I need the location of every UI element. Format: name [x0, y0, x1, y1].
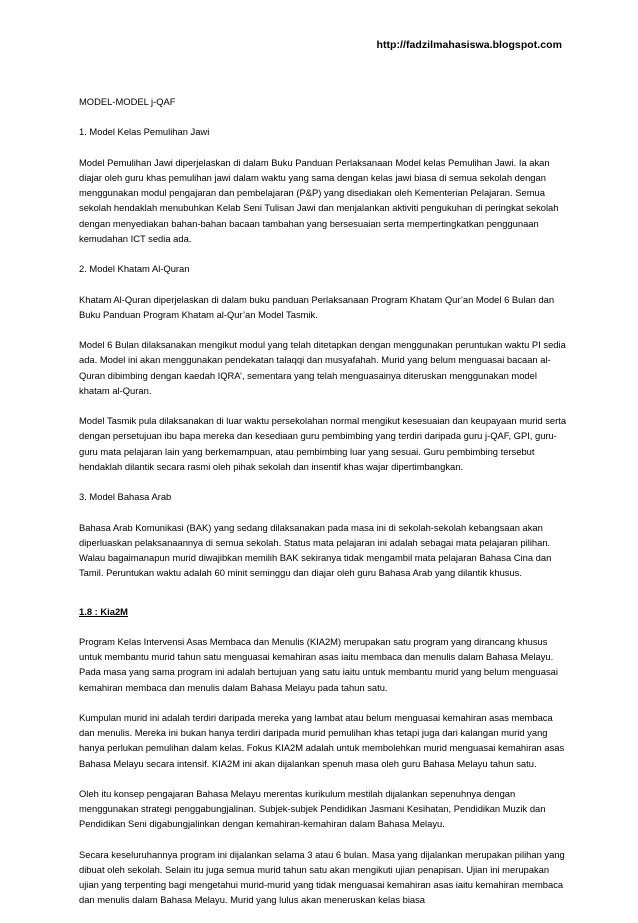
section-spacer	[79, 596, 567, 604]
section-heading-khatam-al-quran: 2. Model Khatam Al-Quran	[79, 263, 190, 275]
paragraph: Program Kelas Intervensi Asas Membaca dan Menulis (KIA2M) merupakan satu program yang dirancang khusus untuk membantu murid tahun satu menguasai kemahiran asas iaitu membaca dan menulis dalam Bahasa Melayu. Pada masa yang sama program ini adalah bertujuan yang satu iaitu untuk membantu murid yang belum menguasai kemahiran membaca dan menulis dalam Bahasa Melayu pada tahun satu.	[79, 635, 558, 693]
paragraph: Bahasa Arab Komunikasi (BAK) yang sedang dilaksanakan pada masa ini di sekolah-sekolah kebangsaan akan diperluaskan pelaksanaannya di semua sekolah. Status mata pelajaran ini adalah sebagai mata pelajaran pilihan. Walau bagaimanapun murid diwajibkan memilih BAK sekiranya tidak mengambil mata pelajaran Bahasa Cina dan Tamil. Peruntukan waktu adalah 60 minit seminggu dan diajar oleh guru Bahasa Arab yang dilantik khusus.	[79, 521, 552, 579]
document-title: MODEL-MODEL j-QAF	[79, 96, 176, 107]
paragraph: Oleh itu konsep pengajaran Bahasa Melayu merentas kurikulum mestilah dijalankan sepenuhnya dengan menggunakan strategi penggabungjalinan. Subjek-subjek Pendidikan Jasmani Kesihatan, Pendidikan Muzik dan Pendidikan Seni digabungjalinkan dengan kemahiran-kemahiran dalam Bahasa Melayu.	[79, 787, 546, 830]
paragraph: Model Pemulihan Jawi diperjelaskan di dalam Buku Panduan Perlaksanaan Model kelas Pemulihan Jawi. Ia akan diajar oleh guru khas pemulihan jawi dalam waktu yang sama dengan kelas jawi biasa di semua sekolah dengan menggunakan modul pengajaran dan pembelajaran (P&P) yang disediakan oleh Kementerian Pelajaran. Semua sekolah hendaklah menubuhkan Kelab Seni Tulisan Jawi dan menjalankan aktiviti pengukuhan di peringkat sekolah dengan menyediakan bahan-bahan bacaan tambahan yang bersesuaian serta mempertingkatkan penggunaan kemudahan ICT sedia ada.	[79, 156, 559, 244]
section-heading-kia2m: 1.8 : Kia2M	[79, 605, 128, 617]
paragraph: Kumpulan murid ini adalah terdiri daripada mereka yang lambat atau belum menguasai kemahiran asas membaca dan menulis. Mereka ini bukan hanya terdiri daripada murid pemulihan khas tetapi juga dari kalangan murid yang hanya perlukan pemulihan dalam kelas. Fokus KIA2M adalah untuk membolehkan murid menguasai kemahiran asas Bahasa Melayu secara intensif. KIA2M ini akan dijalankan spenuh masa oleh guru Bahasa Melayu tahun satu.	[79, 711, 565, 769]
header-url[interactable]: http://fadzilmahasiswa.blogspot.com	[376, 39, 562, 51]
section-heading-pemulihan-jawi: 1. Model Kelas Pemulihan Jawi	[79, 126, 210, 138]
paragraph: Model Tasmik pula dilaksanakan di luar waktu persekolahan normal mengikut kesesuaian dan keupayaan murid serta dengan persetujuan ibu bapa mereka dan kesediaan guru pembimbing yang terdiri daripada guru j-QAF, GPI, guru-guru mata pelajaran lain yang berkemampuan, atau pembimbing luar yang sesuai. Guru pembimbing tersebut hendaklah dilantik secara rasmi oleh pihak sekolah dan insentif khas wajar dipertimbangkan.	[79, 415, 567, 472]
paragraph: Khatam Al-Quran diperjelaskan di dalam buku panduan Perlaksanaan Program Khatam Qur’an Model 6 Bulan dan Buku Panduan Program Khatam al-Qur’an Model Tasmik.	[79, 293, 555, 320]
document-body	[79, 94, 567, 923]
paragraph: Model 6 Bulan dilaksanakan mengikut modul yang telah ditetapkan dengan menggunakan peruntukan waktu PI sedia ada. Model ini akan menggunakan pendekatan talaqqi dan musyafahah. Murid yang belum menguasai bacaan al-Quran dibimbing dengan kaedah IQRA’, sementara yang telah menguasainya diteruskan menggunakan model khatam al-Quran.	[79, 339, 566, 396]
section-heading-bahasa-arab: 3. Model Bahasa Arab	[79, 491, 172, 503]
paragraph: Secara keseluruhannya program ini dijalankan selama 3 atau 6 bulan. Masa yang dijalankan merupakan pilihan yang dibuat oleh sekolah. Selain itu juga semua murid tahun satu akan mengikuti ujian penapisan. Ujian ini merupakan ujian yang terpenting bagi mengetahui murid-murid yang tidak menguasai kemahiran asas iaitu kemahiran membaca dan menulis dalam Bahasa Melayu. Murid yang lulus akan meneruskan kelas biasa	[79, 848, 565, 906]
